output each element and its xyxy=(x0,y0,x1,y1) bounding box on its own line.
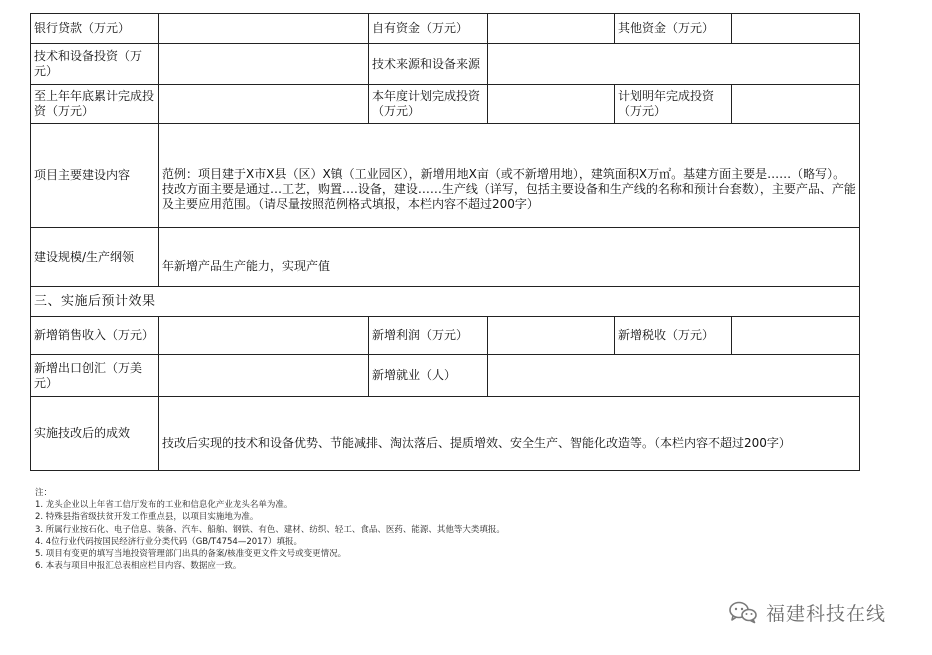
completed-investment-label: 至上年年底累计完成投资（万元） xyxy=(31,85,159,124)
construction-content-label: 项目主要建设内容 xyxy=(31,124,159,228)
row-construction-scale xyxy=(31,228,860,287)
new-export-value[interactable] xyxy=(159,355,369,397)
tech-investment-label: 技术和设备投资（万元） xyxy=(31,44,159,85)
own-funds-value[interactable] xyxy=(488,14,615,44)
results-label: 实施技改后的成效 xyxy=(31,397,159,471)
tech-source-label: 技术来源和设备来源 xyxy=(369,44,488,85)
own-funds-label: 自有资金（万元） xyxy=(369,14,488,44)
new-sales-value[interactable] xyxy=(159,317,369,355)
next-year-investment-label: 计划明年完成投资（万元） xyxy=(615,85,732,124)
note-item: 6. 本表与项目申报汇总表相应栏目内容、数据应一致。 xyxy=(35,561,242,572)
completed-investment-value[interactable] xyxy=(159,85,369,124)
next-year-investment-value[interactable] xyxy=(732,85,860,124)
new-employment-value[interactable] xyxy=(488,355,860,397)
note-item: 5. 项目有变更的填写当地投资管理部门出具的备案/核准变更文件文号或变更情况。 xyxy=(35,549,347,560)
watermark xyxy=(728,598,886,626)
row-funding xyxy=(31,14,860,44)
new-employment-label: 新增就业（人） xyxy=(369,355,488,397)
new-profit-value[interactable] xyxy=(488,317,615,355)
row-investment-progress xyxy=(31,85,860,124)
notes-title: 注： xyxy=(35,488,53,498)
notes xyxy=(35,487,735,572)
row-results xyxy=(31,397,860,471)
this-year-investment-value[interactable] xyxy=(488,85,615,124)
construction-scale-text[interactable]: 年新增产品生产能力，实现产值 xyxy=(159,228,860,287)
section-header: 三、实施后预计效果 xyxy=(31,287,860,317)
results-text[interactable]: 技改后实现的技术和设备优势、节能减排、淘汰落后、提质增效、安全生产、智能化改造等。（本栏内容不超过200字） xyxy=(159,397,860,471)
tech-source-value[interactable] xyxy=(488,44,860,85)
bank-loan-value[interactable] xyxy=(159,14,369,44)
project-form-table xyxy=(30,13,860,471)
note-item: 3. 所属行业按石化、电子信息、装备、汽车、船舶、钢铁、有色、建材、纺织、轻工、食品、医药、能源、其他等大类填报。 xyxy=(35,524,505,535)
construction-scale-label: 建设规模/生产纲领 xyxy=(31,228,159,287)
note-item: 1. 龙头企业以上年省工信厅发布的工业和信息化产业龙头名单为准。 xyxy=(35,500,293,511)
row-tech-investment xyxy=(31,44,860,85)
new-export-label: 新增出口创汇（万美元） xyxy=(31,355,159,397)
other-funds-label: 其他资金（万元） xyxy=(615,14,732,44)
new-tax-value[interactable] xyxy=(732,317,860,355)
new-sales-label: 新增销售收入（万元） xyxy=(31,317,159,355)
row-sales xyxy=(31,317,860,355)
note-item: 2. 特殊县指省级扶贫开发工作重点县，以项目实施地为准。 xyxy=(35,512,259,523)
note-item: 4. 4位行业代码按国民经济行业分类代码（GB/T4754—2017）填报。 xyxy=(35,536,302,547)
new-profit-label: 新增利润（万元） xyxy=(369,317,488,355)
bank-loan-label: 银行贷款（万元） xyxy=(31,14,159,44)
watermark-text: 福建科技在线 xyxy=(766,602,887,625)
row-section-header xyxy=(31,287,860,317)
new-tax-label: 新增税收（万元） xyxy=(615,317,732,355)
row-construction-content xyxy=(31,124,860,228)
row-export xyxy=(31,355,860,397)
other-funds-value[interactable] xyxy=(732,14,860,44)
construction-content-text[interactable]: 范例：项目建于X市X县（区）X镇（工业园区），新增用地X亩（或不新增用地），建筑面积X万㎡。基建方面主要是……（略写）。技改方面主要是通过…工艺，购置….设备，建设……生产线（详写，包括主要设备和生产线的名称和预计台套数），主要产品、产能及主要应用范围。（请尽量按照范例格式填报，本栏内容不超过200字） xyxy=(159,124,860,228)
wechat-icon xyxy=(728,600,758,624)
tech-investment-value[interactable] xyxy=(159,44,369,85)
this-year-investment-label: 本年度计划完成投资（万元） xyxy=(369,85,488,124)
